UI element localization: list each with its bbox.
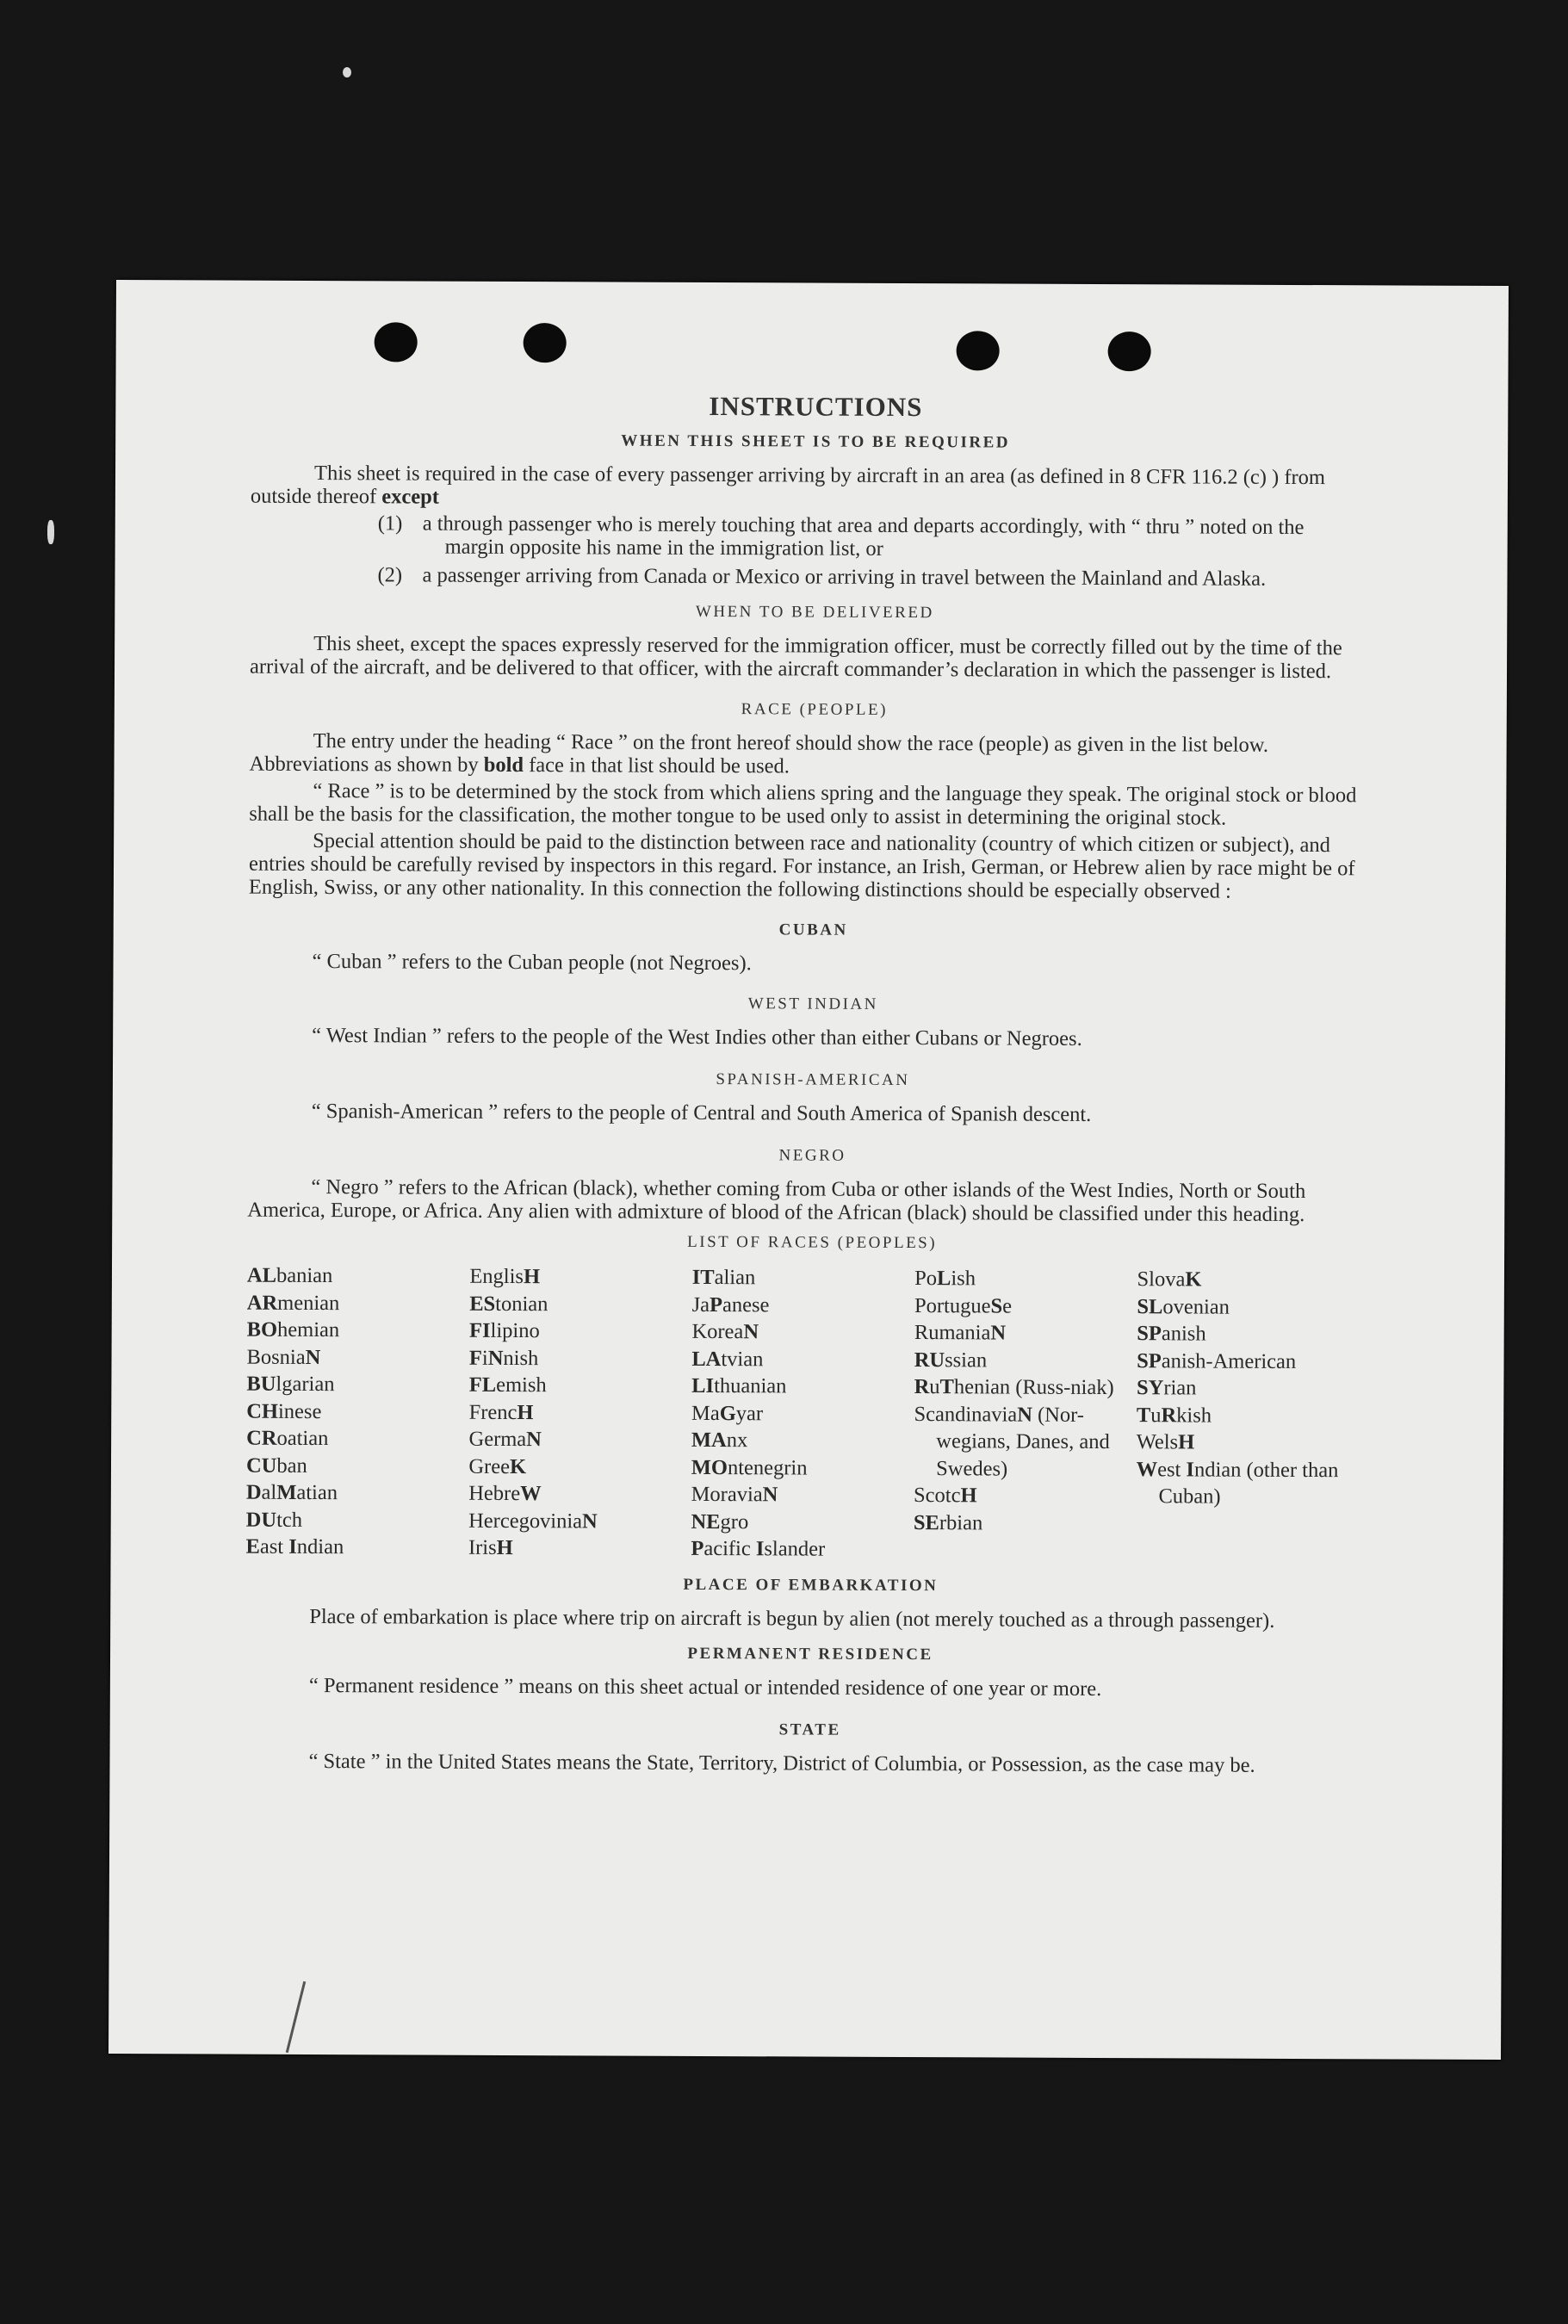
race-entry: [468, 1534, 691, 1563]
race-entry: [246, 1479, 469, 1508]
race-abbrev: BO: [246, 1317, 278, 1342]
race-text: ish: [951, 1267, 976, 1291]
race-abbrev: N: [1017, 1403, 1032, 1427]
race-text: Hercegovinia: [468, 1509, 583, 1533]
heading-race: RACE (PEOPLE): [741, 700, 889, 719]
heading-spanish-american: SPANISH-AMERICAN: [716, 1070, 910, 1090]
race-text: Korea: [691, 1319, 744, 1344]
race-entry: [914, 1509, 1137, 1538]
race-entry: [1137, 1320, 1360, 1348]
race-text: i: [481, 1346, 488, 1370]
race-text: hemian: [277, 1317, 340, 1342]
race-abbrev: L: [936, 1267, 951, 1291]
race-abbrev: CR: [246, 1426, 277, 1450]
race-text: e: [1002, 1294, 1013, 1318]
race-abbrev: K: [509, 1454, 527, 1478]
race-abbrev: NE: [691, 1509, 721, 1534]
race-abbrev: LA: [691, 1347, 722, 1371]
race-abbrev: N: [305, 1345, 321, 1369]
race-entry: [914, 1482, 1137, 1510]
paragraph-west-indian: “ West Indian ” refers to the people of the West Indies other than either Cubans or Negroes.: [312, 1023, 1082, 1050]
race-entry: [469, 1263, 692, 1292]
race-abbrev: N: [487, 1346, 504, 1370]
race-entry: [691, 1481, 914, 1509]
punch-hole: [524, 323, 567, 363]
heading-west-indian: WEST INDIAN: [747, 995, 878, 1013]
race-entry: [246, 1506, 469, 1534]
film-speck: [343, 67, 351, 77]
race-abbrev: RU: [914, 1348, 945, 1372]
race-text: Frenc: [468, 1400, 518, 1424]
race-text: ndian (other than Cuban): [1158, 1457, 1339, 1509]
race-text: acific: [703, 1536, 756, 1561]
race-text: Ja: [691, 1292, 710, 1317]
race-abbrev: E: [245, 1534, 260, 1559]
race-abbrev: T: [939, 1375, 954, 1399]
race-text: u: [929, 1375, 940, 1399]
race-text: Hebre: [468, 1481, 521, 1506]
race-entry: [246, 1452, 469, 1480]
race-abbrev: I: [755, 1537, 765, 1561]
race-text: Scotc: [914, 1484, 961, 1508]
race-entry: [469, 1372, 692, 1400]
race-abbrev: SL: [1137, 1294, 1163, 1318]
race-abbrev: H: [960, 1484, 977, 1508]
race-text: gro: [720, 1509, 749, 1534]
race-abbrev: F: [468, 1346, 482, 1370]
race-abbrev: H: [523, 1265, 541, 1289]
race-abbrev: AL: [246, 1263, 277, 1287]
race-entry: [914, 1319, 1137, 1348]
race-entry: [246, 1425, 469, 1453]
race-entry: [914, 1373, 1137, 1402]
race-abbrev: I: [1186, 1457, 1195, 1481]
race-abbrev: H: [517, 1400, 534, 1424]
race-text: (Nor-wegians, Danes, and Swedes): [936, 1403, 1110, 1481]
race-entry: [469, 1290, 692, 1318]
race-text: Gree: [468, 1454, 511, 1478]
race-entry: [246, 1343, 469, 1372]
race-abbrev: MO: [691, 1455, 728, 1479]
race-text: slander: [764, 1537, 826, 1561]
race-text: Englis: [469, 1264, 524, 1289]
race-column: [246, 1262, 470, 1562]
race-abbrev: R: [1161, 1403, 1177, 1427]
race-text: Wels: [1136, 1430, 1179, 1454]
race-text: al: [261, 1480, 277, 1504]
race-entry: [468, 1453, 691, 1481]
list-item: (2) a passenger arriving from Canada or Mexico or arriving in travel between the Mainland and Alaska.: [377, 563, 1267, 591]
paragraph-when-required: This sheet is required in the case of every passenger arriving by aircraft in an area (as defined in 8 CFR 116.2 (c) ) from outside thereof except: [250, 462, 1326, 509]
heading-when-delivered: WHEN TO BE DELIVERED: [695, 602, 934, 623]
race-text: Rumania: [914, 1321, 991, 1345]
race-entry: [468, 1507, 691, 1535]
race-abbrev: W: [520, 1482, 542, 1506]
race-entry: [691, 1427, 914, 1455]
race-text: tvian: [721, 1347, 764, 1371]
race-abbrev: CU: [245, 1453, 277, 1478]
punch-hole: [1108, 332, 1151, 371]
race-abbrev: N: [762, 1483, 778, 1507]
race-text: nx: [726, 1428, 748, 1453]
document-sheet: [108, 280, 1509, 2060]
race-entry: [914, 1265, 1137, 1293]
race-abbrev: M: [276, 1480, 297, 1504]
race-entry: [468, 1480, 691, 1509]
race-entry: [246, 1534, 469, 1562]
race-entry: [914, 1401, 1137, 1484]
race-text: Iris: [468, 1535, 497, 1559]
race-text: henian (Russ-niak): [953, 1375, 1114, 1400]
race-abbrev: W: [1136, 1457, 1158, 1481]
race-abbrev: N: [526, 1428, 542, 1452]
race-text: anese: [722, 1292, 770, 1317]
heading-list-of-races: LIST OF RACES (PEOPLES): [687, 1232, 938, 1253]
race-text: Portugue: [914, 1293, 991, 1317]
race-entry: [692, 1291, 915, 1319]
paragraph-negro: “ Negro ” refers to the African (black), whether coming from Cuba or other islands of the West Indies, North or South America, Europe, or Africa. Any alien with admixture of blood of the African (black) should be classified under this heading.: [247, 1174, 1306, 1227]
race-text: Po: [914, 1267, 938, 1291]
race-abbrev: I: [288, 1534, 297, 1559]
race-text: Moravia: [691, 1482, 763, 1507]
race-entry: [691, 1373, 914, 1401]
paragraph-race-1: The entry under the heading “ Race ” on the front hereof should show the race (people) as given in the list below. Abbreviations as shown by bold face in that list should be used.: [249, 729, 1269, 778]
race-entry: [691, 1535, 914, 1564]
race-entry: [691, 1399, 914, 1428]
page-title: INSTRUCTIONS: [709, 391, 923, 423]
race-abbrev: IT: [691, 1265, 715, 1290]
document-body: [245, 393, 1363, 1777]
race-text: ndian: [296, 1534, 344, 1559]
race-entry: [691, 1508, 914, 1536]
paragraph-cuban: “ Cuban ” refers to the Cuban people (not Negroes).: [312, 950, 752, 976]
race-text: ntenegrin: [727, 1455, 808, 1480]
race-entry: [691, 1345, 914, 1373]
race-column: [914, 1265, 1137, 1565]
race-entry: [1137, 1374, 1360, 1403]
race-text: oatian: [276, 1426, 329, 1451]
race-entry: [1137, 1428, 1360, 1457]
race-text: lgarian: [276, 1372, 335, 1397]
paragraph-spanish-american: “ Spanish-American ” refers to the people of Central and South America of Spanish descent.: [311, 1099, 1092, 1126]
race-entry: [1136, 1456, 1359, 1511]
race-entry: [1137, 1402, 1360, 1430]
race-column: [1136, 1266, 1360, 1565]
race-abbrev: FL: [468, 1373, 497, 1397]
race-abbrev: H: [496, 1535, 513, 1560]
race-text: tonian: [495, 1292, 548, 1316]
race-text: inese: [277, 1399, 322, 1423]
paragraph-residence: “ Permanent residence ” means on this sheet actual or intended residence of one year or more.: [308, 1673, 1102, 1701]
race-abbrev: BU: [246, 1372, 276, 1396]
race-text: tch: [276, 1508, 303, 1532]
race-entry: [246, 1397, 469, 1426]
punch-hole: [957, 331, 1000, 370]
paragraph-race-2: “ Race ” is to be determined by the stock from which aliens spring and the language they speak. The original stock or blood shall be the basis for the classification, the mother tongue to be used only to assist in determining the original stock.: [249, 779, 1357, 830]
race-text: emish: [496, 1373, 547, 1397]
race-text: banian: [276, 1263, 333, 1288]
race-entry: [1137, 1293, 1360, 1322]
emphasis-except: except: [381, 485, 440, 509]
race-text: yar: [735, 1401, 764, 1425]
race-text: ast: [259, 1534, 289, 1559]
race-abbrev: SE: [913, 1510, 939, 1534]
race-abbrev: P: [709, 1292, 723, 1317]
heading-when-required: WHEN THIS SHEET IS TO BE REQUIRED: [621, 431, 1011, 452]
race-entry: [914, 1347, 1137, 1375]
race-abbrev: P: [691, 1536, 704, 1560]
race-text: Slova: [1137, 1267, 1186, 1292]
race-abbrev: G: [719, 1401, 736, 1425]
race-abbrev: DU: [245, 1508, 277, 1532]
race-entry: [691, 1453, 914, 1482]
race-text: u: [1150, 1403, 1162, 1427]
race-entry: [1137, 1348, 1360, 1376]
race-text: thuanian: [714, 1374, 787, 1398]
race-abbrev: AR: [246, 1291, 278, 1315]
heading-residence: PERMANENT RESIDENCE: [687, 1644, 933, 1664]
race-text: Bosnia: [246, 1345, 306, 1369]
race-abbrev: MA: [691, 1428, 727, 1453]
race-abbrev: SY: [1136, 1376, 1164, 1400]
race-entry: [469, 1398, 692, 1427]
race-entry: [469, 1317, 692, 1346]
race-column: [468, 1263, 692, 1563]
race-text: lipino: [490, 1318, 540, 1343]
race-text: alian: [714, 1266, 756, 1290]
race-abbrev: LI: [691, 1373, 715, 1398]
paragraph-embarkation: Place of embarkation is place where trip on aircraft is begun by alien (not merely touched as a through passenger).: [309, 1604, 1275, 1633]
race-abbrev: CH: [246, 1399, 279, 1423]
punch-hole: [375, 322, 418, 362]
race-entry: [247, 1317, 470, 1345]
race-entry: [468, 1426, 691, 1454]
race-text: atian: [296, 1480, 338, 1505]
race-abbrev: S: [990, 1293, 1003, 1318]
race-text: anish-American: [1161, 1348, 1297, 1373]
race-abbrev: D: [245, 1480, 262, 1504]
paragraph-when-delivered: This sheet, except the spaces expressly reserved for the immigration officer, must be correctly filled out by the time of the arrival of the aircraft, and be delivered to that officer, with the aircraft commander’s declaration in which the passenger is listed.: [249, 632, 1342, 684]
heading-cuban: CUBAN: [778, 920, 848, 939]
race-text: kish: [1176, 1403, 1212, 1428]
race-entry: [247, 1289, 470, 1317]
race-entry: [914, 1292, 1137, 1321]
race-entry: [246, 1371, 469, 1399]
paragraph-race-3: Special attention should be paid to the distinction between race and nationality (country of which citizen or subject), and entries should be carefully revised by inspectors in this regard. For instance, an Irish, German, or Hebrew alien by race might be of English, Swiss, or any other nationality. In this connection the following distinctions should be especially observed :: [248, 829, 1355, 903]
race-abbrev: FI: [469, 1318, 491, 1342]
race-entry: [691, 1318, 914, 1347]
race-abbrev: SP: [1137, 1322, 1162, 1346]
heading-state: STATE: [778, 1720, 841, 1739]
race-entry: [692, 1264, 915, 1292]
heading-embarkation: PLACE OF EMBARKATION: [683, 1575, 939, 1595]
race-column: [691, 1264, 914, 1564]
race-entry: [1137, 1266, 1360, 1294]
race-abbrev: SP: [1137, 1348, 1162, 1373]
race-entry: [469, 1344, 692, 1373]
race-text: rbian: [939, 1510, 983, 1534]
list-item: (1) a through passenger who is merely touching that area and departs accordingly, with “ thru ” noted on the margin opposite his name in the immigration list, or: [377, 511, 1305, 561]
race-abbrev: K: [1185, 1267, 1202, 1292]
race-list: [246, 1262, 1360, 1565]
race-text: Germa: [468, 1427, 527, 1452]
race-text: Scandinavia: [914, 1402, 1018, 1427]
heading-negro: NEGRO: [778, 1146, 846, 1165]
paragraph-state: “ State ” in the United States means the State, Territory, District of Columbia, or Possession, as the case may be.: [308, 1749, 1255, 1777]
race-abbrev: R: [914, 1375, 930, 1399]
race-abbrev: N: [743, 1320, 759, 1344]
race-abbrev: H: [1178, 1430, 1195, 1454]
film-speck: [47, 520, 54, 544]
race-text: nish: [503, 1346, 539, 1370]
race-text: anish: [1161, 1322, 1206, 1346]
race-text: ssian: [945, 1348, 988, 1372]
race-text: Ma: [691, 1401, 720, 1425]
race-text: est: [1157, 1457, 1187, 1481]
race-entry: [247, 1262, 470, 1291]
race-text: rian: [1163, 1376, 1197, 1400]
race-text: menian: [277, 1291, 340, 1315]
race-abbrev: T: [1136, 1403, 1151, 1427]
race-abbrev: N: [990, 1321, 1007, 1345]
race-abbrev: ES: [469, 1292, 496, 1316]
race-text: ban: [276, 1453, 307, 1478]
race-text: ovenian: [1162, 1294, 1230, 1319]
race-abbrev: N: [582, 1509, 598, 1533]
